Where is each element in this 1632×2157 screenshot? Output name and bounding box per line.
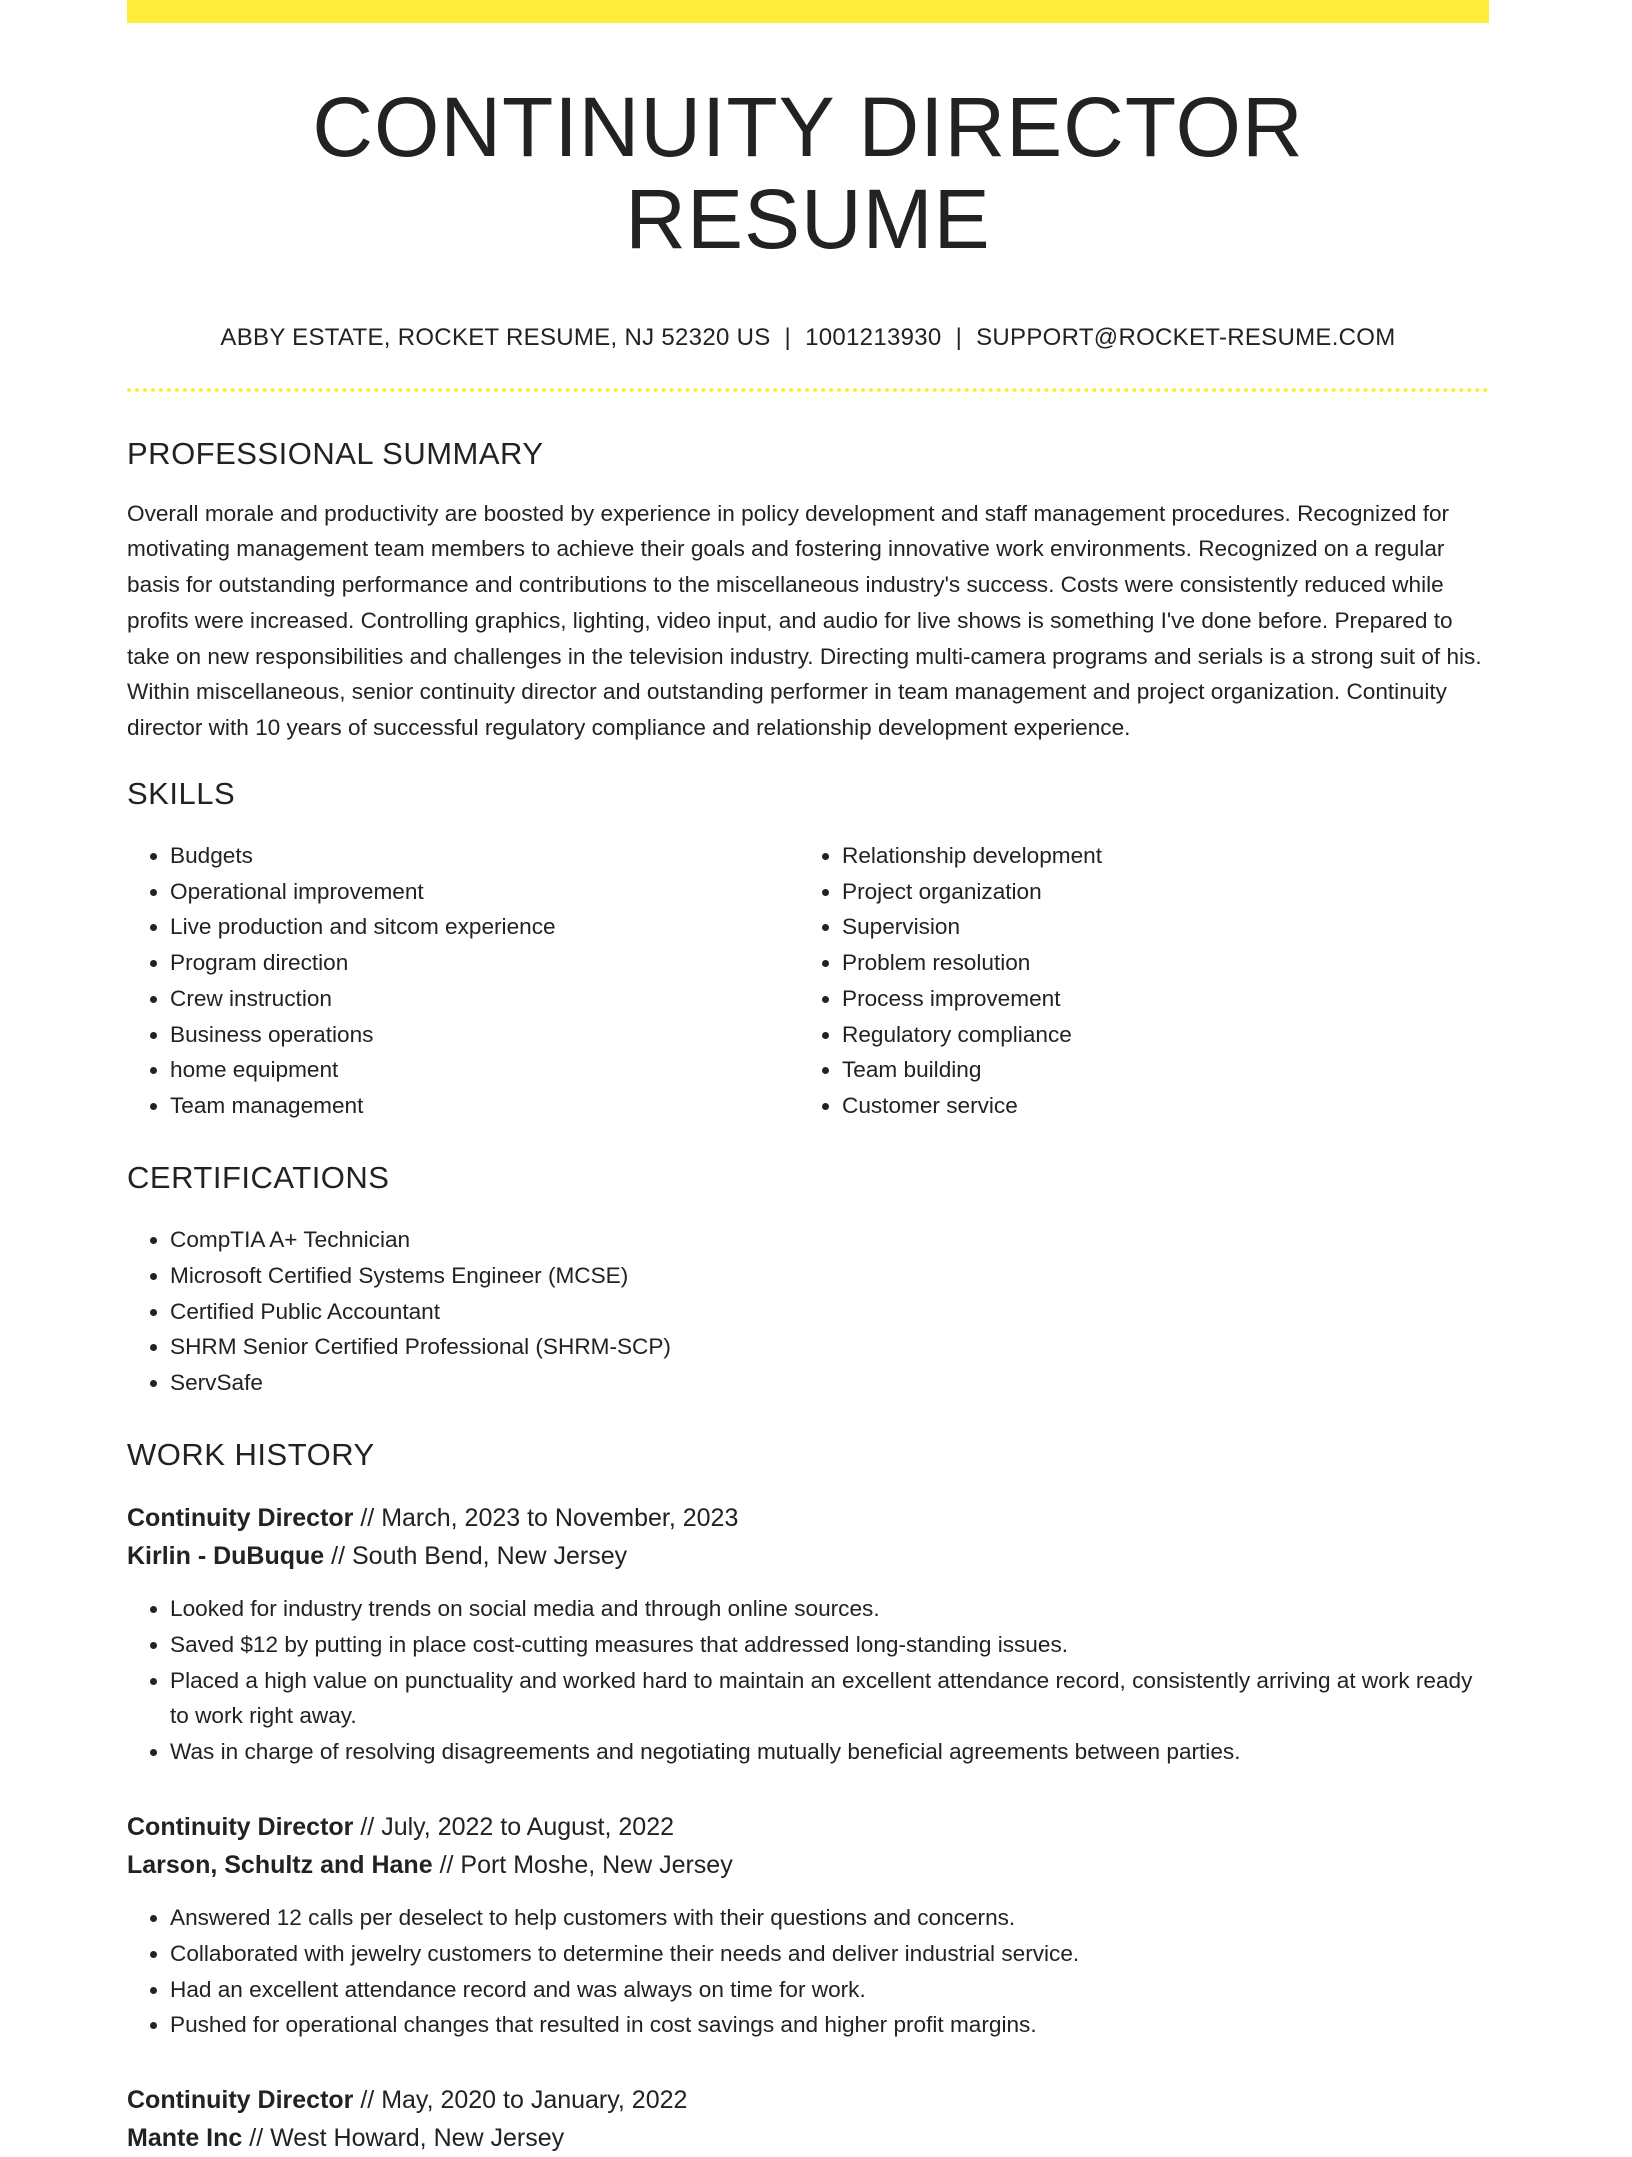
job-company-line <box>127 1537 1489 1575</box>
job-bullet: • Placed a high value on punctuality and worked hard to maintain an excellent attendance record, consistently arriving at work ready to work right away. <box>170 1663 1489 1735</box>
job-company-line <box>127 1846 1489 1884</box>
skill-item: • home equipment <box>170 1052 799 1088</box>
work-history-heading: WORK HISTORY <box>127 1437 375 1473</box>
skills-list-right <box>799 838 1489 1124</box>
job-entry <box>127 1499 1489 1770</box>
contact-line <box>127 324 1489 352</box>
skill-item: • Operational improvement <box>170 874 799 910</box>
job-title: Continuity Director <box>127 1504 354 1533</box>
skill-item: • Team management <box>170 1088 799 1124</box>
skill-item: • Problem resolution <box>842 945 1489 981</box>
skill-item: • Relationship development <box>842 838 1489 874</box>
summary-heading: PROFESSIONAL SUMMARY <box>127 435 544 471</box>
certification-item: • SHRM Senior Certified Professional (SHRM-SCP) <box>170 1329 1489 1365</box>
skill-item: • Regulatory compliance <box>842 1017 1489 1053</box>
dotted-divider <box>127 388 1489 392</box>
job-bullet: • Looked for industry trends on social media and through online sources. <box>170 1591 1489 1627</box>
resume-page <box>127 0 1489 2157</box>
job-title: Continuity Director <box>127 1813 354 1842</box>
job-bullet: • Collaborated with jewelry customers to determine their needs and deliver industrial service. <box>170 1936 1489 1972</box>
skill-item: • Process improvement <box>842 981 1489 1017</box>
contact-separator: | <box>955 323 963 351</box>
job-location: // South Bend, New Jersey <box>331 1542 628 1571</box>
job-title-line <box>127 2081 1489 2119</box>
contact-address: ABBY ESTATE, ROCKET RESUME, NJ 52320 US <box>220 323 771 351</box>
certifications-heading: CERTIFICATIONS <box>127 1160 390 1196</box>
contact-phone: 1001213930 <box>805 323 942 351</box>
job-location: // Port Moshe, New Jersey <box>439 1851 733 1880</box>
skill-item: • Business operations <box>170 1017 799 1053</box>
skills-columns <box>127 838 1489 1124</box>
skill-item: • Budgets <box>170 838 799 874</box>
job-entry <box>127 2081 1489 2157</box>
job-title-line <box>127 1808 1489 1846</box>
certification-item: • Microsoft Certified Systems Engineer (MCSE) <box>170 1258 1489 1294</box>
resume-title: CONTINUITY DIRECTOR RESUME <box>312 80 1304 267</box>
summary-text: Overall morale and productivity are boosted by experience in policy development and staff management procedures. Recognized for motivating management team members to achieve their goals and fostering innovative work environments. Recognized on a regular basis for outstanding performance and contributions to the miscellaneous industry's success. Costs were consistently reduced while profits were increased. Controlling graphics, lighting, video input, and audio for live shows is something I've done before. Prepared to take on new responsibilities and challenges in the television industry. Directing multi-camera programs and serials is a strong suit of his. Within miscellaneous, senior continuity director and outstanding performer in team management and project organization. Continuity director with 10 years of successful regulatory compliance and relationship development experience. <box>127 500 1482 740</box>
skill-item: • Live production and sitcom experience <box>170 909 799 945</box>
skills-list-left <box>127 838 799 1124</box>
job-company: Kirlin - DuBuque <box>127 1542 325 1571</box>
certifications-list <box>127 1222 1489 1401</box>
job-bullets <box>127 1900 1489 2043</box>
job-company: Mante Inc <box>127 2124 243 2153</box>
contact-email[interactable]: SUPPORT@ROCKET-RESUME.COM <box>976 323 1396 351</box>
skill-item: • Project organization <box>842 874 1489 910</box>
job-bullets <box>127 1591 1489 1770</box>
job-title: Continuity Director <box>127 2086 354 2115</box>
job-bullet: • Answered 12 calls per deselect to help customers with their questions and concerns. <box>170 1900 1489 1936</box>
skills-heading: SKILLS <box>127 775 236 811</box>
contact-separator: | <box>784 323 792 351</box>
job-dates: // March, 2023 to November, 2023 <box>360 1504 739 1533</box>
job-bullet: • Saved $12 by putting in place cost-cutting measures that addressed long-standing issues. <box>170 1627 1489 1663</box>
skill-item: • Customer service <box>842 1088 1489 1124</box>
job-location: // West Howard, New Jersey <box>249 2124 565 2153</box>
job-title-line <box>127 1499 1489 1537</box>
skill-item: • Team building <box>842 1052 1489 1088</box>
top-accent-bar <box>127 0 1489 23</box>
skill-item: • Program direction <box>170 945 799 981</box>
certification-item: • CompTIA A+ Technician <box>170 1222 1489 1258</box>
job-dates: // July, 2022 to August, 2022 <box>360 1813 675 1842</box>
certification-item: • Certified Public Accountant <box>170 1294 1489 1330</box>
job-entry <box>127 1808 1489 2043</box>
certification-item: • ServSafe <box>170 1365 1489 1401</box>
job-bullet: • Was in charge of resolving disagreements and negotiating mutually beneficial agreements between parties. <box>170 1734 1489 1770</box>
job-dates: // May, 2020 to January, 2022 <box>360 2086 688 2115</box>
job-bullet: • Pushed for operational changes that resulted in cost savings and higher profit margins. <box>170 2007 1489 2043</box>
job-company: Larson, Schultz and Hane <box>127 1851 433 1880</box>
job-company-line <box>127 2119 1489 2157</box>
job-bullet: • Had an excellent attendance record and was always on time for work. <box>170 1972 1489 2008</box>
skill-item: • Supervision <box>842 909 1489 945</box>
skill-item: • Crew instruction <box>170 981 799 1017</box>
